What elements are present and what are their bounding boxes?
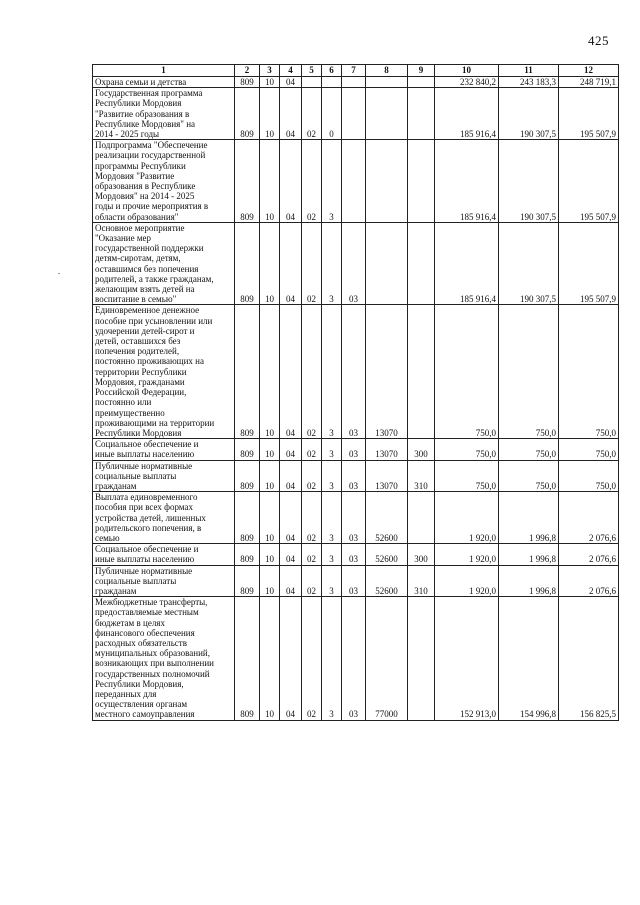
cell-year-2021: 248 719,1 xyxy=(559,77,619,88)
cell-description: Социальное обеспечение и иные выплаты населению xyxy=(93,544,235,565)
table-row xyxy=(93,460,619,492)
cell-subprogram: 3 xyxy=(322,460,342,492)
column-header-1: 1 xyxy=(93,65,235,77)
cell-section: 10 xyxy=(260,439,280,460)
cell-measure xyxy=(342,88,366,140)
cell-year-2021: 2 076,6 xyxy=(559,544,619,565)
cell-expense-type xyxy=(408,597,435,720)
cell-chapter: 809 xyxy=(235,460,260,492)
cell-direction xyxy=(366,140,408,223)
cell-description: Межбюджетные трансферты, предоставляемые местным бюджетам в целях финансового обеспечения расходных обязательств муниципальных образований, возникающих при выполнении государственных полномочий Республики Мордовия, переданных для осуществления органам местного самоуправления xyxy=(93,597,235,720)
cell-program: 02 xyxy=(302,544,322,565)
table-row xyxy=(93,492,619,544)
cell-description: Единовременное денежное пособие при усыновлении или удочерении детей-сирот и детей, оставшихся без попечения родителей, постоянно проживающих на территории Республики Мордовия, гражданами Российской Федерации, постоянно или преимущественно проживающими на территории Республики Мордовия xyxy=(93,305,235,439)
cell-program: 02 xyxy=(302,88,322,140)
cell-subprogram: 3 xyxy=(322,597,342,720)
table-row xyxy=(93,305,619,439)
cell-section: 10 xyxy=(260,88,280,140)
cell-subsection: 04 xyxy=(280,88,302,140)
cell-year-2019: 185 916,4 xyxy=(435,88,499,140)
column-header-12: 12 xyxy=(559,65,619,77)
cell-year-2020: 190 307,5 xyxy=(499,222,559,305)
cell-subsection: 04 xyxy=(280,439,302,460)
cell-direction: 52600 xyxy=(366,492,408,544)
cell-year-2021: 2 076,6 xyxy=(559,565,619,597)
cell-description: Социальное обеспечение и иные выплаты населению xyxy=(93,439,235,460)
cell-subsection: 04 xyxy=(280,565,302,597)
cell-chapter: 809 xyxy=(235,88,260,140)
column-header-7: 7 xyxy=(342,65,366,77)
cell-measure xyxy=(342,140,366,223)
cell-program: 02 xyxy=(302,597,322,720)
cell-expense-type: 300 xyxy=(408,544,435,565)
cell-expense-type: 310 xyxy=(408,460,435,492)
cell-direction: 13070 xyxy=(366,460,408,492)
cell-year-2021: 750,0 xyxy=(559,305,619,439)
table-body xyxy=(93,77,619,721)
cell-year-2019: 1 920,0 xyxy=(435,492,499,544)
page-number: 425 xyxy=(588,33,609,48)
cell-subsection: 04 xyxy=(280,140,302,223)
cell-direction: 77000 xyxy=(366,597,408,720)
cell-section: 10 xyxy=(260,492,280,544)
table-row xyxy=(93,544,619,565)
cell-subprogram: 3 xyxy=(322,140,342,223)
cell-year-2020: 243 183,3 xyxy=(499,77,559,88)
cell-chapter: 809 xyxy=(235,222,260,305)
cell-chapter: 809 xyxy=(235,544,260,565)
table-row xyxy=(93,439,619,460)
column-header-6: 6 xyxy=(322,65,342,77)
cell-chapter: 809 xyxy=(235,597,260,720)
cell-direction xyxy=(366,222,408,305)
cell-subprogram: 0 xyxy=(322,88,342,140)
cell-description: Выплата единовременного пособия при всех формах устройства детей, лишенных родительского попечения, в семью xyxy=(93,492,235,544)
cell-measure: 03 xyxy=(342,460,366,492)
cell-program: 02 xyxy=(302,492,322,544)
column-header-9: 9 xyxy=(408,65,435,77)
cell-year-2019: 750,0 xyxy=(435,305,499,439)
cell-year-2020: 750,0 xyxy=(499,460,559,492)
cell-description: Публичные нормативные социальные выплаты гражданам xyxy=(93,460,235,492)
cell-direction: 52600 xyxy=(366,565,408,597)
cell-expense-type xyxy=(408,305,435,439)
cell-subsection: 04 xyxy=(280,597,302,720)
column-header-10: 10 xyxy=(435,65,499,77)
cell-measure: 03 xyxy=(342,565,366,597)
table-row xyxy=(93,222,619,305)
cell-year-2020: 750,0 xyxy=(499,305,559,439)
cell-year-2021: 195 507,9 xyxy=(559,140,619,223)
cell-subsection: 04 xyxy=(280,544,302,565)
cell-subprogram: 3 xyxy=(322,222,342,305)
column-header-5: 5 xyxy=(302,65,322,77)
cell-program: 02 xyxy=(302,439,322,460)
cell-subprogram: 3 xyxy=(322,305,342,439)
cell-expense-type xyxy=(408,222,435,305)
scan-speck xyxy=(58,273,60,274)
cell-description: Публичные нормативные социальные выплаты гражданам xyxy=(93,565,235,597)
cell-section: 10 xyxy=(260,597,280,720)
cell-year-2019: 750,0 xyxy=(435,439,499,460)
column-header-11: 11 xyxy=(499,65,559,77)
cell-subsection: 04 xyxy=(280,305,302,439)
cell-chapter: 809 xyxy=(235,140,260,223)
cell-direction xyxy=(366,77,408,88)
header-row xyxy=(93,65,619,77)
cell-year-2020: 190 307,5 xyxy=(499,140,559,223)
cell-year-2021: 750,0 xyxy=(559,460,619,492)
cell-subsection: 04 xyxy=(280,222,302,305)
cell-chapter: 809 xyxy=(235,77,260,88)
cell-expense-type xyxy=(408,88,435,140)
table-row xyxy=(93,77,619,88)
cell-expense-type: 310 xyxy=(408,565,435,597)
cell-year-2020: 750,0 xyxy=(499,439,559,460)
cell-direction: 52600 xyxy=(366,544,408,565)
table-row xyxy=(93,597,619,720)
cell-expense-type xyxy=(408,492,435,544)
column-header-3: 3 xyxy=(260,65,280,77)
cell-chapter: 809 xyxy=(235,492,260,544)
cell-direction: 13070 xyxy=(366,439,408,460)
cell-subsection: 04 xyxy=(280,460,302,492)
cell-measure: 03 xyxy=(342,439,366,460)
cell-year-2019: 185 916,4 xyxy=(435,140,499,223)
cell-year-2020: 1 996,8 xyxy=(499,492,559,544)
cell-year-2019: 750,0 xyxy=(435,460,499,492)
cell-year-2021: 195 507,9 xyxy=(559,88,619,140)
cell-section: 10 xyxy=(260,544,280,565)
cell-year-2020: 154 996,8 xyxy=(499,597,559,720)
cell-description: Подпрограмма "Обеспечение реализации государственной программы Республики Мордовия "Развитие образования в Республике Мордовия" на 2014 - 2025 годы и прочие мероприятия в области образования" xyxy=(93,140,235,223)
cell-subsection: 04 xyxy=(280,77,302,88)
cell-year-2019: 1 920,0 xyxy=(435,565,499,597)
cell-chapter: 809 xyxy=(235,439,260,460)
cell-subprogram xyxy=(322,77,342,88)
cell-subprogram: 3 xyxy=(322,439,342,460)
budget-table xyxy=(92,64,619,721)
cell-section: 10 xyxy=(260,305,280,439)
cell-subprogram: 3 xyxy=(322,565,342,597)
cell-measure: 03 xyxy=(342,544,366,565)
table-row xyxy=(93,88,619,140)
cell-measure xyxy=(342,77,366,88)
cell-subprogram: 3 xyxy=(322,544,342,565)
cell-measure: 03 xyxy=(342,305,366,439)
cell-subsection: 04 xyxy=(280,492,302,544)
cell-year-2020: 190 307,5 xyxy=(499,88,559,140)
cell-year-2019: 1 920,0 xyxy=(435,544,499,565)
table-row xyxy=(93,140,619,223)
cell-program: 02 xyxy=(302,222,322,305)
cell-measure: 03 xyxy=(342,492,366,544)
cell-program: 02 xyxy=(302,565,322,597)
cell-measure: 03 xyxy=(342,597,366,720)
cell-section: 10 xyxy=(260,140,280,223)
cell-subprogram: 3 xyxy=(322,492,342,544)
cell-year-2021: 750,0 xyxy=(559,439,619,460)
table-row xyxy=(93,565,619,597)
cell-program: 02 xyxy=(302,140,322,223)
cell-year-2019: 185 916,4 xyxy=(435,222,499,305)
cell-description: Основное мероприятие "Оказание мер государственной поддержки детям-сиротам, детям, оставшимся без попечения родителей, а также гражданам, желающим взять детей на воспитание в семью" xyxy=(93,222,235,305)
cell-chapter: 809 xyxy=(235,565,260,597)
cell-program: 02 xyxy=(302,460,322,492)
cell-section: 10 xyxy=(260,460,280,492)
cell-section: 10 xyxy=(260,77,280,88)
cell-year-2021: 2 076,6 xyxy=(559,492,619,544)
cell-direction: 13070 xyxy=(366,305,408,439)
cell-description: Охрана семьи и детства xyxy=(93,77,235,88)
cell-chapter: 809 xyxy=(235,305,260,439)
cell-year-2020: 1 996,8 xyxy=(499,544,559,565)
cell-year-2021: 195 507,9 xyxy=(559,222,619,305)
cell-expense-type xyxy=(408,140,435,223)
column-header-4: 4 xyxy=(280,65,302,77)
cell-program: 02 xyxy=(302,305,322,439)
cell-measure: 03 xyxy=(342,222,366,305)
cell-expense-type: 300 xyxy=(408,439,435,460)
cell-expense-type xyxy=(408,77,435,88)
cell-section: 10 xyxy=(260,222,280,305)
cell-year-2019: 232 840,2 xyxy=(435,77,499,88)
cell-description: Государственная программа Республики Мордовия "Развитие образования в Республике Мордовия" на 2014 - 2025 годы xyxy=(93,88,235,140)
column-header-8: 8 xyxy=(366,65,408,77)
cell-section: 10 xyxy=(260,565,280,597)
cell-year-2020: 1 996,8 xyxy=(499,565,559,597)
column-header-2: 2 xyxy=(235,65,260,77)
cell-program xyxy=(302,77,322,88)
cell-year-2019: 152 913,0 xyxy=(435,597,499,720)
cell-year-2021: 156 825,5 xyxy=(559,597,619,720)
cell-direction xyxy=(366,88,408,140)
